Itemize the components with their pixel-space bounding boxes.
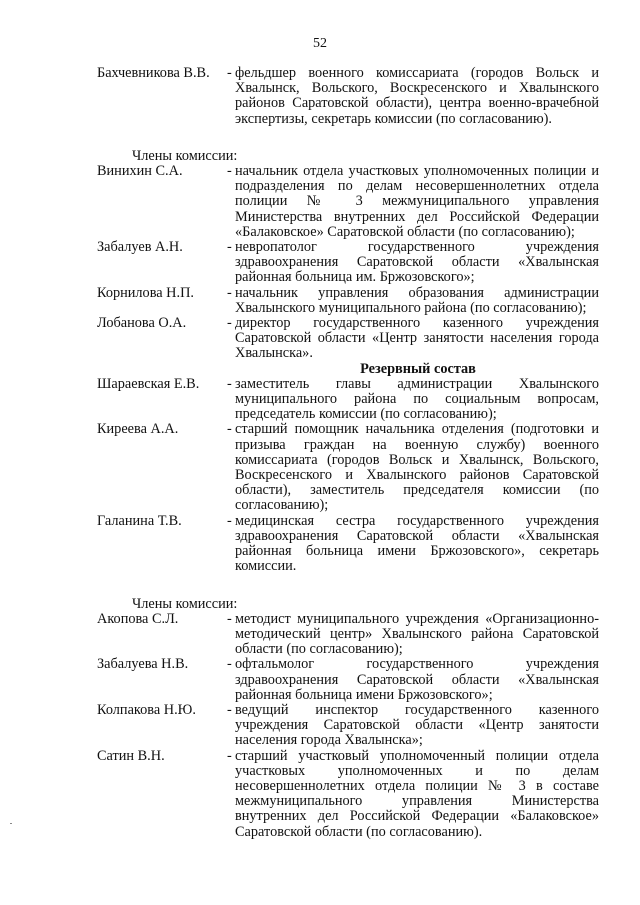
scan-mark [10, 823, 12, 824]
member-position: старший участковый уполномоченный полиции отдела участковых уполномоченных и по делам несовершеннолетних отдела полиции № 3 в составе межмуниципального управления Министерства внутренних дел Российской Федерации «Балаковское» Саратовской области (по согласованию). [235, 747, 599, 840]
dash: - [227, 610, 232, 627]
member-position: ведущий инспектор государственного казенного учреждения Саратовской области «Центр занятости населения города Хвалынска»; [235, 701, 599, 749]
members-heading: Члены комиссии: [132, 595, 238, 612]
dash: - [227, 239, 232, 256]
member-name: Киреева А.А. [97, 421, 179, 438]
dash: - [227, 747, 232, 764]
dash: - [227, 375, 232, 392]
list-item [97, 749, 599, 840]
page-number: 52 [313, 36, 327, 51]
member-position: заместитель главы администрации Хвалынского муниципального района по социальным вопросам, председатель комиссии (по согласованию); [235, 375, 599, 423]
member-position: невропатолог государственного учреждения здравоохранения Саратовской области «Хвалынская районная больница им. Бржозовского»; [235, 239, 599, 286]
member-name: Галанина Т.В. [97, 512, 182, 529]
member-name: Лобанова О.А. [97, 315, 187, 332]
member-position: старший помощник начальника отделения (подготовки и призыва граждан на военную службу) военного комиссариата (городов Вольск и Хвалынск, Вольского, Воскресенского и Хвалынского районов Саратовской области), заместитель председателя комиссии (по согласованию); [235, 421, 599, 514]
member-name: Забалуева Н.В. [97, 656, 189, 673]
list-item [97, 422, 599, 513]
member-position: фельдшер военного комиссариата (городов Вольск и Хвалынск, Вольского, Воскресенского и Хвалынского районов Саратовской области), центра военно-врачебной экспертизы, секретарь комиссии (по согласованию). [235, 65, 599, 127]
list-item [97, 514, 599, 575]
dash: - [227, 284, 232, 301]
list-item [97, 612, 599, 658]
list-item [97, 66, 599, 127]
list-item [97, 377, 599, 423]
dash: - [227, 656, 232, 673]
member-name: Акопова С.Л. [97, 610, 179, 627]
member-name: Колпакова Н.Ю. [97, 701, 196, 718]
member-name: Бахчевникова В.В. [97, 65, 210, 81]
dash: - [227, 701, 232, 718]
member-position: офтальмолог государственного учреждения здравоохранения Саратовской области «Хвалынская районная больница имени Бржозовского»; [235, 656, 599, 703]
member-position: начальник отдела участковых уполномоченных полиции и подразделения по делам несовершеннолетних отдела полиции № 3 межмуниципального управления Министерства внутренних дел Российской Федерации «Балаковское» Саратовской области (по согласованию); [235, 163, 599, 240]
dash: - [227, 315, 232, 332]
list-item [97, 286, 599, 316]
member-name: Забалуев А.Н. [97, 239, 183, 256]
list-item [97, 657, 599, 703]
member-name: Шараевская Е.В. [97, 375, 200, 392]
list-item [97, 164, 599, 240]
member-position: директор государственного казенного учреждения Саратовской области «Центр занятости населения города Хвалынска». [235, 315, 599, 362]
dash: - [227, 65, 232, 81]
dash: - [227, 512, 232, 529]
members-heading: Члены комиссии: [132, 147, 238, 164]
member-name: Корнилова Н.П. [97, 284, 194, 301]
list-item [97, 316, 599, 362]
dash: - [227, 421, 232, 438]
list-item [97, 240, 599, 286]
member-name: Сатин В.Н. [97, 747, 165, 764]
member-position: медицинская сестра государственного учреждения здравоохранения Саратовской области «Хвалынская районная больница имени Бржозовского», секретарь комиссии. [235, 512, 599, 575]
dash: - [227, 163, 232, 180]
member-position: начальник управления образования администрации Хвалынского муниципального района (по согласованию); [235, 284, 599, 316]
commission-list [97, 66, 599, 840]
list-item [97, 703, 599, 749]
reserve-heading: Резервный состав [360, 360, 476, 377]
member-position: методист муниципального учреждения «Организационно-методический центр» Хвалынского района Саратовской области (по согласованию); [235, 610, 599, 658]
member-name: Винихин С.А. [97, 163, 183, 180]
